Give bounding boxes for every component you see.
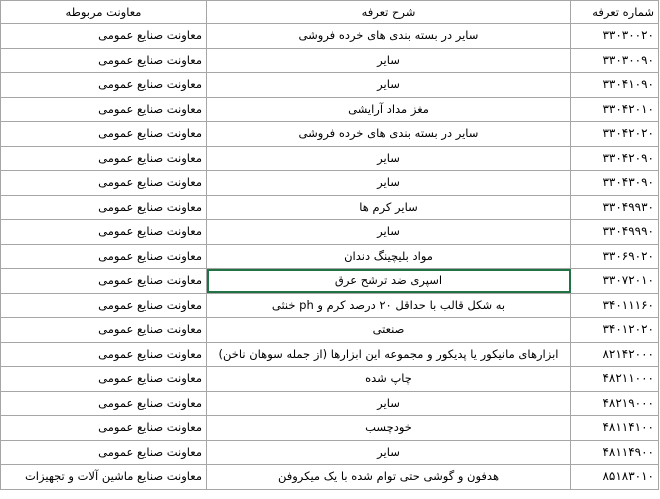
tariff-code-cell[interactable]: ۳۳۰۶۹۰۲۰ (571, 244, 659, 269)
table-row (1, 97, 659, 122)
tariff-description-cell[interactable]: سایر (207, 171, 571, 196)
table-row (1, 220, 659, 245)
tariff-code-cell[interactable]: ۴۸۱۱۴۹۰۰ (571, 440, 659, 465)
table-row (1, 171, 659, 196)
table-row (1, 293, 659, 318)
header-description[interactable]: شرح تعرفه (207, 1, 571, 24)
tariff-description-cell[interactable]: سایر کرم ها (207, 195, 571, 220)
tariff-description-cell[interactable]: سایر (207, 391, 571, 416)
department-cell[interactable]: معاونت صنایع عمومی (1, 195, 207, 220)
header-department[interactable]: معاونت مربوطه (1, 1, 207, 24)
tariff-code-cell[interactable]: ۳۴۰۱۱۱۶۰ (571, 293, 659, 318)
table-row (1, 48, 659, 73)
tariff-description-cell[interactable]: خودچسب (207, 416, 571, 441)
department-cell[interactable]: معاونت صنایع عمومی (1, 73, 207, 98)
tariff-code-cell[interactable]: ۳۳۰۴۱۰۹۰ (571, 73, 659, 98)
department-cell[interactable]: معاونت صنایع عمومی (1, 146, 207, 171)
tariff-code-cell[interactable]: ۳۳۰۴۲۰۹۰ (571, 146, 659, 171)
department-cell[interactable]: معاونت صنایع عمومی (1, 269, 207, 294)
tariff-description-cell[interactable]: سایر (207, 440, 571, 465)
table-row (1, 440, 659, 465)
tariff-description-cell[interactable]: سایر در بسته بندی های خرده فروشی (207, 122, 571, 147)
tariff-description-cell[interactable]: مغز مداد آرایشی (207, 97, 571, 122)
tariff-description-cell[interactable]: هدفون و گوشی حتی توام شده با یک میکروفن (207, 465, 571, 490)
department-cell[interactable]: معاونت صنایع عمومی (1, 367, 207, 392)
tariff-code-cell[interactable]: ۳۳۰۴۹۹۹۰ (571, 220, 659, 245)
table-row (1, 416, 659, 441)
tariff-code-cell[interactable]: ۳۴۰۱۲۰۲۰ (571, 318, 659, 343)
tariff-description-cell[interactable]: چاپ شده (207, 367, 571, 392)
tariff-code-cell[interactable]: ۳۳۰۴۲۰۲۰ (571, 122, 659, 147)
table-row (1, 24, 659, 49)
table-row (1, 146, 659, 171)
department-cell[interactable]: معاونت صنایع عمومی (1, 48, 207, 73)
tariff-code-cell[interactable]: ۳۳۰۴۹۹۳۰ (571, 195, 659, 220)
tariff-description-cell[interactable]: اسپری ضد ترشح عرق (207, 269, 571, 294)
tariff-description-cell[interactable]: سایر (207, 48, 571, 73)
tariff-code-cell[interactable]: ۸۵۱۸۳۰۱۰ (571, 465, 659, 490)
department-cell[interactable]: معاونت صنایع عمومی (1, 122, 207, 147)
header-row (1, 1, 659, 24)
table-row (1, 367, 659, 392)
table-row (1, 195, 659, 220)
department-cell[interactable]: معاونت صنایع عمومی (1, 342, 207, 367)
tariff-code-cell[interactable]: ۳۳۰۳۰۰۹۰ (571, 48, 659, 73)
tariff-code-cell[interactable]: ۴۸۲۱۹۰۰۰ (571, 391, 659, 416)
department-cell[interactable]: معاونت صنایع ماشین آلات و تجهیزات (1, 465, 207, 490)
department-cell[interactable]: معاونت صنایع عمومی (1, 171, 207, 196)
tariff-code-cell[interactable]: ۳۳۰۳۰۰۲۰ (571, 24, 659, 49)
department-cell[interactable]: معاونت صنایع عمومی (1, 293, 207, 318)
tariff-code-cell[interactable]: ۳۳۰۴۳۰۹۰ (571, 171, 659, 196)
table-body (1, 24, 659, 490)
header-code[interactable]: شماره تعرفه (571, 1, 659, 24)
table-row (1, 342, 659, 367)
department-cell[interactable]: معاونت صنایع عمومی (1, 97, 207, 122)
tariff-description-cell[interactable]: ابزارهای مانیکور یا پدیکور و مجموعه این ابزارها (از جمله سوهان ناخن) (207, 342, 571, 367)
tariff-description-cell[interactable]: سایر (207, 73, 571, 98)
table-row (1, 269, 659, 294)
tariff-code-cell[interactable]: ۴۸۱۱۴۱۰۰ (571, 416, 659, 441)
tariff-code-cell[interactable]: ۳۳۰۷۲۰۱۰ (571, 269, 659, 294)
department-cell[interactable]: معاونت صنایع عمومی (1, 24, 207, 49)
table-row (1, 122, 659, 147)
tariff-description-cell[interactable]: به شکل قالب با حداقل ۲۰ درصد کرم و ph خنثی (207, 293, 571, 318)
department-cell[interactable]: معاونت صنایع عمومی (1, 416, 207, 441)
tariff-description-cell[interactable]: مواد بلیچینگ دندان (207, 244, 571, 269)
tariff-description-cell[interactable]: سایر در بسته بندی های خرده فروشی (207, 24, 571, 49)
table-row (1, 318, 659, 343)
tariff-code-cell[interactable]: ۳۳۰۴۲۰۱۰ (571, 97, 659, 122)
tariff-description-cell[interactable]: سایر (207, 146, 571, 171)
department-cell[interactable]: معاونت صنایع عمومی (1, 244, 207, 269)
table-row (1, 465, 659, 490)
department-cell[interactable]: معاونت صنایع عمومی (1, 440, 207, 465)
table-row (1, 391, 659, 416)
tariff-description-cell[interactable]: سایر (207, 220, 571, 245)
tariff-code-cell[interactable]: ۴۸۲۱۱۰۰۰ (571, 367, 659, 392)
department-cell[interactable]: معاونت صنایع عمومی (1, 391, 207, 416)
tariff-description-cell[interactable]: صنعتی (207, 318, 571, 343)
table-row (1, 244, 659, 269)
tariff-code-cell[interactable]: ۸۲۱۴۲۰۰۰ (571, 342, 659, 367)
department-cell[interactable]: معاونت صنایع عمومی (1, 220, 207, 245)
table-row (1, 73, 659, 98)
department-cell[interactable]: معاونت صنایع عمومی (1, 318, 207, 343)
